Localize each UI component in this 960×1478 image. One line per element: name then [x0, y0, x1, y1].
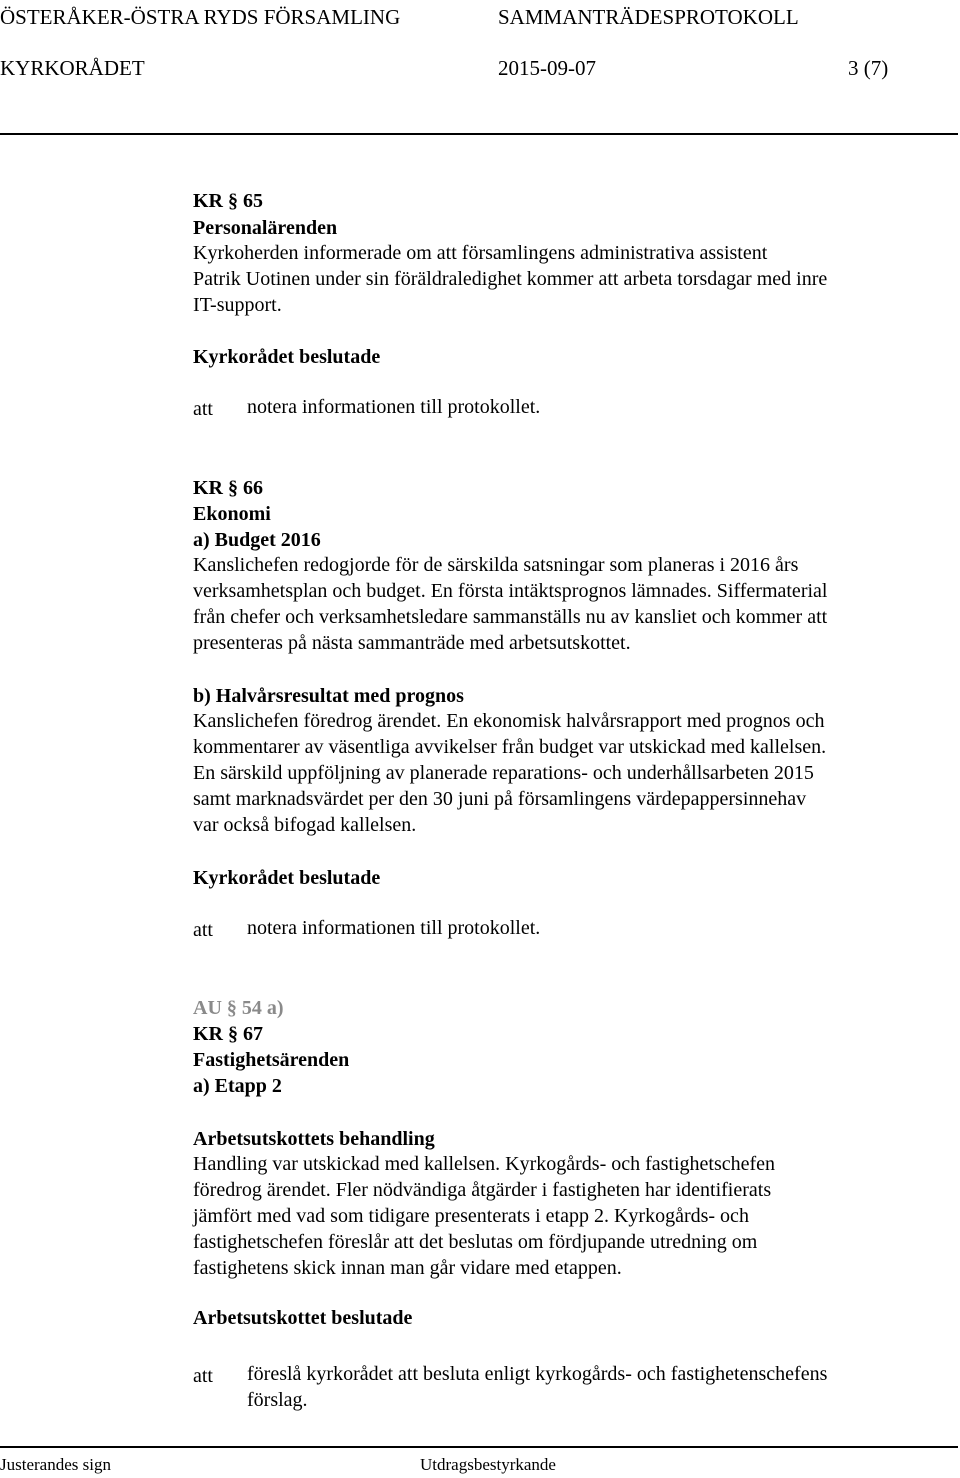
text-line: föreslå kyrkorådet att besluta enligt kyrkogårds- och fastighetenschefens	[247, 1363, 828, 1385]
section-body-kr65	[193, 240, 923, 318]
subheading-halvarsresultat: b) Halvårsresultat med prognos	[193, 685, 464, 707]
header-date: 2015-09-07	[498, 56, 596, 80]
section-number-kr65: KR § 65	[193, 190, 263, 212]
text-line: Handling var utskickad med kallelsen. Kyrkogårds- och fastighetschefen	[193, 1153, 776, 1175]
header-doc-type: SAMMANTRÄDESPROTOKOLL	[498, 5, 799, 29]
au-reference: AU § 54 a)	[193, 997, 284, 1019]
decision-text-kr65: notera informationen till protokollet.	[247, 396, 541, 418]
text-line: fastighetschefen föreslår att det beslutas om fördjupande utredning om	[193, 1231, 758, 1253]
text-line: Kanslichefen föredrog ärendet. En ekonomisk halvårsrapport med prognos och	[193, 710, 825, 732]
subheading-budget: a) Budget 2016	[193, 529, 321, 551]
text-line: En särskild uppföljning av planerade reparations- och underhållsarbeten 2015	[193, 762, 814, 784]
text-line: Kanslichefen redogjorde för de särskilda satsningar som planeras i 2016 års	[193, 554, 799, 576]
text-line: föredrog ärendet. Fler nödvändiga åtgärder i fastigheten har identifierats	[193, 1179, 772, 1201]
text-line: från chefer och verksamhetsledare sammanställs nu av kansliet och kommer att	[193, 606, 828, 628]
subheading-etapp: a) Etapp 2	[193, 1075, 282, 1097]
section-number-kr66: KR § 66	[193, 477, 263, 499]
section-title-kr65: Personalärenden	[193, 217, 338, 239]
att-label-kr65: att	[193, 398, 213, 420]
text-line: jämfört med vad som tidigare presenterats i etapp 2. Kyrkogårds- och	[193, 1205, 749, 1227]
text-line: fastighetens skick innan man går vidare med etappen.	[193, 1257, 622, 1279]
text-line: Kyrkoherden informerade om att församlingens administrativa assistent	[193, 242, 768, 264]
footer-justerandes-sign: Justerandes sign	[0, 1455, 111, 1474]
header-rule	[0, 133, 958, 135]
text-line: Patrik Uotinen under sin föräldraledighet kommer att arbeta torsdagar med inre	[193, 268, 828, 290]
text-line: förslag.	[247, 1389, 308, 1411]
section-title-kr67: Fastighetsärenden	[193, 1049, 350, 1071]
header-body: KYRKORÅDET	[0, 56, 145, 80]
section-body-kr66a	[193, 552, 923, 656]
text-line: var också bifogad kallelsen.	[193, 814, 417, 836]
decision-heading-kr66: Kyrkorådet beslutade	[193, 867, 381, 889]
text-line: IT-support.	[193, 294, 282, 316]
text-line: kommentarer av väsentliga avvikelser från budget var utskickad med kallelsen.	[193, 736, 827, 758]
header-parish: ÖSTERÅKER-ÖSTRA RYDS FÖRSAMLING	[0, 5, 401, 29]
text-line: samt marknadsvärdet per den 30 juni på församlingens värdepappersinnehav	[193, 788, 807, 810]
decision-text-kr67	[247, 1361, 827, 1413]
att-label-kr67: att	[193, 1365, 213, 1387]
text-line: verksamhetsplan och budget. En första intäktsprognos lämnades. Siffermaterial	[193, 580, 828, 602]
decision-heading-kr65: Kyrkorådet beslutade	[193, 346, 381, 368]
decision-text-kr66: notera informationen till protokollet.	[247, 917, 541, 939]
text-line: presenteras på nästa sammanträde med arbetsutskottet.	[193, 632, 631, 654]
au-decision-heading: Arbetsutskottet beslutade	[193, 1307, 413, 1329]
footer-rule	[0, 1446, 958, 1448]
section-body-kr67	[193, 1151, 923, 1281]
footer-utdragsbestyrkande: Utdragsbestyrkande	[420, 1455, 556, 1474]
header-page-number: 3 (7)	[848, 56, 889, 80]
au-handling-heading: Arbetsutskottets behandling	[193, 1128, 435, 1150]
section-body-kr66b	[193, 708, 923, 838]
att-label-kr66: att	[193, 919, 213, 941]
section-number-kr67: KR § 67	[193, 1023, 263, 1045]
section-title-kr66: Ekonomi	[193, 503, 271, 525]
